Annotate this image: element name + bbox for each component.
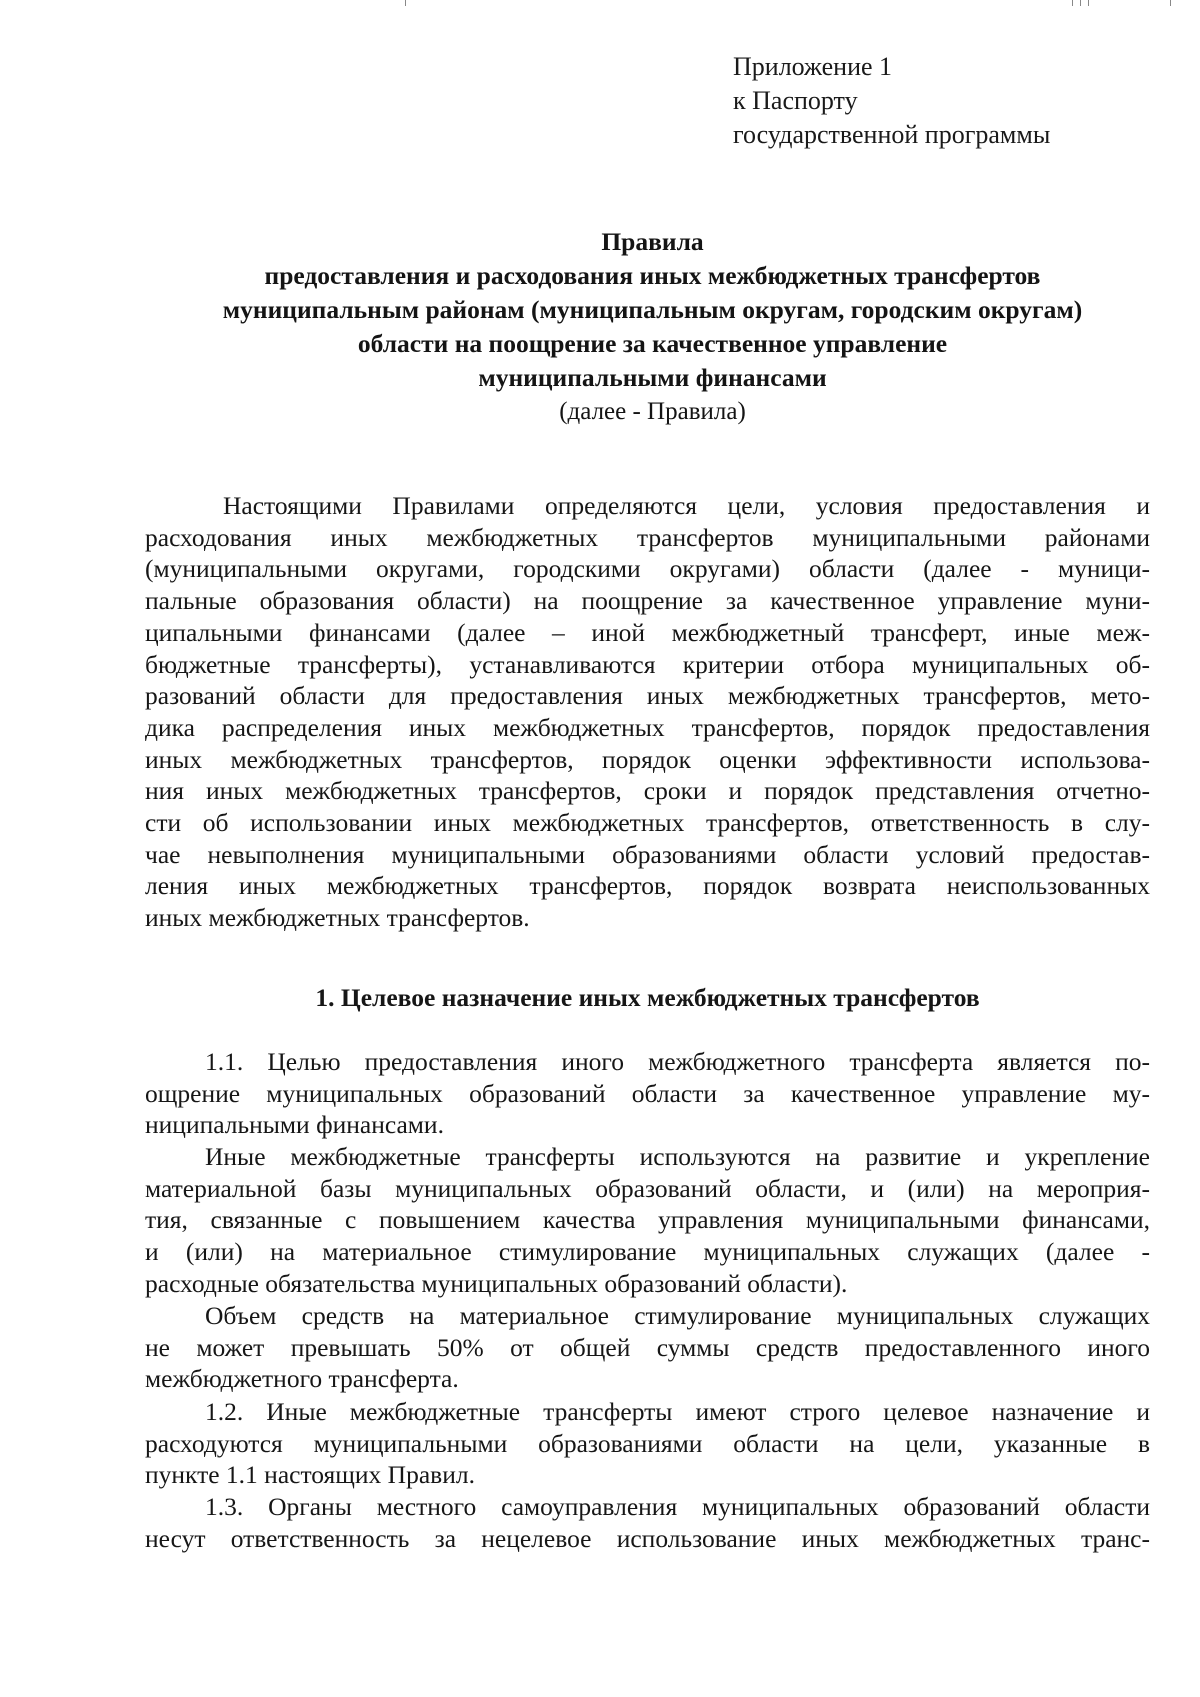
text-line: и (или) на материальное стимулирование муниципальных служащих (далее -: [145, 1237, 1150, 1267]
paragraph-1-1: [145, 1046, 1150, 1141]
paragraph-1-1-limit: [145, 1300, 1150, 1395]
title-line: муниципальными финансами: [478, 363, 827, 392]
text-line: межбюджетного трансферта.: [145, 1364, 459, 1394]
text-line: ния иных межбюджетных трансфертов, сроки и порядок представления отчетно-: [145, 776, 1150, 806]
text-line: 1.2. Иные межбюджетные трансферты имеют строго целевое назначение и: [205, 1397, 1150, 1426]
text-line: иных межбюджетных трансфертов, порядок оценки эффективности использова-: [145, 744, 1150, 774]
text-line: пункте 1.1 настоящих Правил.: [145, 1460, 475, 1490]
paragraph-1-1-purposes: [145, 1141, 1150, 1300]
text-line: иных межбюджетных трансфертов.: [145, 903, 530, 933]
text-line: материальной базы муниципальных образований области, и (или) на мероприя-: [145, 1173, 1150, 1203]
text-line: расходуются муниципальными образованиями области на цели, указанные в: [145, 1428, 1150, 1458]
annex-line: Приложение 1: [733, 52, 893, 81]
intro-paragraph: [145, 490, 1150, 934]
text-line: ниципальными финансами.: [145, 1110, 444, 1140]
title-line: муниципальным районам (муниципальным округам, городским округам): [222, 295, 1083, 324]
section-heading: 1. Целевое назначение иных межбюджетных трансфертов: [315, 983, 980, 1012]
scan-mark: [1080, 0, 1081, 6]
text-line: расходные обязательства муниципальных образований области).: [145, 1268, 848, 1298]
text-line: 1.3. Органы местного самоуправления муниципальных образований области: [205, 1492, 1150, 1521]
title-line: Правила: [601, 227, 704, 256]
annex-line: государственной программы: [733, 120, 1051, 149]
title-line: предоставления и расходования иных межбюджетных трансфертов: [264, 261, 1041, 290]
scan-mark: [405, 0, 406, 6]
annex-reference: [733, 50, 1050, 152]
text-line: несут ответственность за нецелевое использование иных межбюджетных транс-: [145, 1523, 1150, 1553]
paragraph-1-2: [145, 1396, 1150, 1491]
title-line: области на поощрение за качественное управление: [357, 329, 948, 358]
text-line: Объем средств на материальное стимулирование муниципальных служащих: [205, 1301, 1150, 1330]
text-line: (муниципальными округами, городскими округами) области (далее - муници-: [145, 554, 1150, 584]
paragraph-1-3: [145, 1491, 1150, 1554]
text-line: Иные межбюджетные трансферты используются на развитие и укрепление: [205, 1142, 1150, 1171]
title-subtitle: (далее - Правила): [559, 398, 746, 425]
scan-mark: [1088, 0, 1089, 6]
text-line: пальные образования области) на поощрение за качественное управление муни-: [145, 586, 1150, 616]
document-title: [145, 225, 1160, 429]
text-line: тия, связанные с повышением качества управления муниципальными финансами,: [145, 1205, 1150, 1235]
text-line: дика распределения иных межбюджетных трансфертов, порядок предоставления: [145, 712, 1150, 742]
text-line: ощрение муниципальных образований области за качественное управление му-: [145, 1078, 1150, 1108]
text-line: разований области для предоставления иных межбюджетных трансфертов, мето-: [145, 681, 1150, 711]
text-line: бюджетные трансферты), устанавливаются критерии отбора муниципальных об-: [145, 649, 1150, 679]
text-line: сти об использовании иных межбюджетных трансфертов, ответственность в слу-: [145, 808, 1150, 838]
text-line: Настоящими Правилами определяются цели, условия предоставления и: [223, 491, 1150, 520]
text-line: ципальными финансами (далее – иной межбюджетный трансферт, иные меж-: [145, 617, 1150, 647]
scan-mark: [1170, 0, 1171, 6]
scan-mark: [1072, 0, 1073, 6]
text-line: чае невыполнения муниципальными образованиями области условий предостав-: [145, 839, 1150, 869]
text-line: ления иных межбюджетных трансфертов, порядок возврата неиспользованных: [145, 871, 1150, 901]
text-line: расходования иных межбюджетных трансфертов муниципальными районами: [145, 522, 1150, 552]
text-line: 1.1. Целью предоставления иного межбюджетного трансферта является по-: [205, 1047, 1150, 1076]
text-line: не может превышать 50% от общей суммы средств предоставленного иного: [145, 1332, 1150, 1362]
annex-line: к Паспорту: [733, 86, 858, 115]
